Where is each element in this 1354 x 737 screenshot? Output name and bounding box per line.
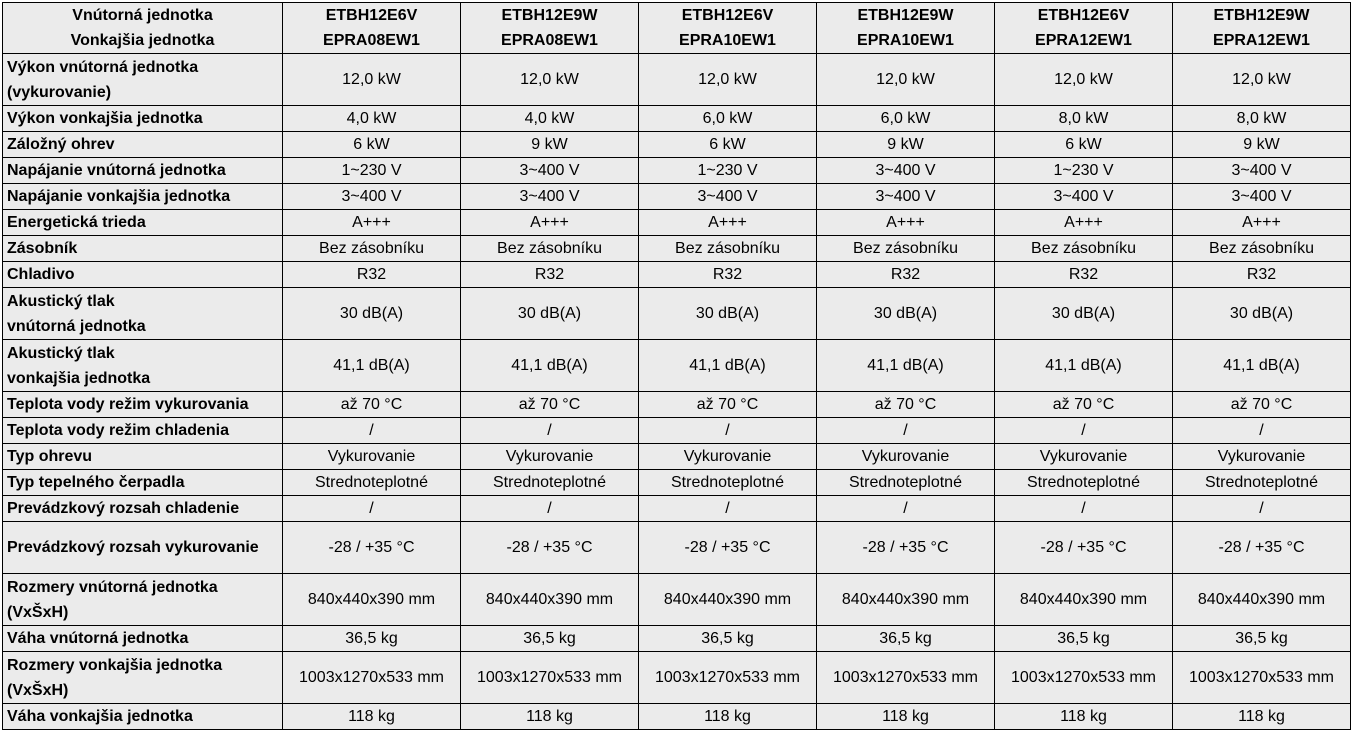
cell-value: 3~400 V xyxy=(461,184,639,210)
table-row xyxy=(3,470,1351,496)
cell-value: 41,1 dB(A) xyxy=(283,340,461,392)
cell-value: 41,1 dB(A) xyxy=(995,340,1173,392)
model-header: ETBH12E9W EPRA08EW1 xyxy=(461,3,639,54)
cell-value: / xyxy=(283,418,461,444)
cell-value: 6 kW xyxy=(639,132,817,158)
row-label: Zásobník xyxy=(3,236,283,262)
row-label: Výkon vonkajšia jednotka xyxy=(3,106,283,132)
row-label: Váha vnútorná jednotka xyxy=(3,626,283,652)
cell-value: 1003x1270x533 mm xyxy=(283,652,461,704)
cell-value: 12,0 kW xyxy=(817,54,995,106)
cell-value: R32 xyxy=(817,262,995,288)
row-label: Prevádzkový rozsah vykurovanie xyxy=(3,522,283,574)
cell-value: R32 xyxy=(461,262,639,288)
cell-value: 41,1 dB(A) xyxy=(461,340,639,392)
cell-value: 3~400 V xyxy=(817,184,995,210)
cell-value: / xyxy=(817,418,995,444)
cell-value: -28 / +35 °C xyxy=(461,522,639,574)
cell-value: 3~400 V xyxy=(1173,184,1351,210)
cell-value: 30 dB(A) xyxy=(639,288,817,340)
row-label: Rozmery vonkajšia jednotka (VxŠxH) xyxy=(3,652,283,704)
row-label: Váha vonkajšia jednotka xyxy=(3,704,283,730)
cell-value: Bez zásobníku xyxy=(461,236,639,262)
cell-value: 8,0 kW xyxy=(995,106,1173,132)
cell-value: Strednoteplotné xyxy=(461,470,639,496)
table-row xyxy=(3,210,1351,236)
cell-value: až 70 °C xyxy=(461,392,639,418)
cell-value: Bez zásobníku xyxy=(1173,236,1351,262)
cell-value: 9 kW xyxy=(817,132,995,158)
cell-value: 9 kW xyxy=(1173,132,1351,158)
cell-value: A+++ xyxy=(995,210,1173,236)
cell-value: 118 kg xyxy=(817,704,995,730)
cell-value: až 70 °C xyxy=(817,392,995,418)
table-row xyxy=(3,106,1351,132)
cell-value: 36,5 kg xyxy=(639,626,817,652)
table-row xyxy=(3,652,1351,704)
cell-value: 3~400 V xyxy=(283,184,461,210)
row-label: Typ tepelného čerpadla xyxy=(3,470,283,496)
cell-value: Vykurovanie xyxy=(995,444,1173,470)
cell-value: 118 kg xyxy=(1173,704,1351,730)
cell-value: 41,1 dB(A) xyxy=(639,340,817,392)
cell-value: Bez zásobníku xyxy=(817,236,995,262)
cell-value: Bez zásobníku xyxy=(995,236,1173,262)
cell-value: A+++ xyxy=(461,210,639,236)
cell-value: / xyxy=(817,496,995,522)
table-row xyxy=(3,340,1351,392)
cell-value: 118 kg xyxy=(995,704,1173,730)
row-label: Napájanie vonkajšia jednotka xyxy=(3,184,283,210)
cell-value: Vykurovanie xyxy=(639,444,817,470)
cell-value: 840x440x390 mm xyxy=(283,574,461,626)
cell-value: 30 dB(A) xyxy=(995,288,1173,340)
row-label: Rozmery vnútorná jednotka (VxŠxH) xyxy=(3,574,283,626)
cell-value: 3~400 V xyxy=(817,158,995,184)
table-row xyxy=(3,392,1351,418)
cell-value: 30 dB(A) xyxy=(283,288,461,340)
header-row xyxy=(3,3,1351,54)
model-header: ETBH12E6V EPRA08EW1 xyxy=(283,3,461,54)
row-label: Teplota vody režim chladenia xyxy=(3,418,283,444)
cell-value: 12,0 kW xyxy=(1173,54,1351,106)
cell-value: 1003x1270x533 mm xyxy=(817,652,995,704)
cell-value: 12,0 kW xyxy=(461,54,639,106)
cell-value: 4,0 kW xyxy=(283,106,461,132)
cell-value: 840x440x390 mm xyxy=(639,574,817,626)
cell-value: R32 xyxy=(1173,262,1351,288)
cell-value: 3~400 V xyxy=(995,184,1173,210)
table-row xyxy=(3,236,1351,262)
table-row xyxy=(3,522,1351,574)
cell-value: Vykurovanie xyxy=(1173,444,1351,470)
cell-value: 6 kW xyxy=(283,132,461,158)
cell-value: 1~230 V xyxy=(995,158,1173,184)
cell-value: 12,0 kW xyxy=(283,54,461,106)
cell-value: 3~400 V xyxy=(1173,158,1351,184)
cell-value: Bez zásobníku xyxy=(639,236,817,262)
cell-value: až 70 °C xyxy=(1173,392,1351,418)
cell-value: R32 xyxy=(639,262,817,288)
cell-value: 9 kW xyxy=(461,132,639,158)
cell-value: 118 kg xyxy=(461,704,639,730)
cell-value: 12,0 kW xyxy=(995,54,1173,106)
cell-value: -28 / +35 °C xyxy=(995,522,1173,574)
row-label: Napájanie vnútorná jednotka xyxy=(3,158,283,184)
cell-value: 6,0 kW xyxy=(817,106,995,132)
row-label: Teplota vody režim vykurovania xyxy=(3,392,283,418)
cell-value: 3~400 V xyxy=(461,158,639,184)
cell-value: -28 / +35 °C xyxy=(639,522,817,574)
cell-value: -28 / +35 °C xyxy=(283,522,461,574)
cell-value: Bez zásobníku xyxy=(283,236,461,262)
cell-value: Strednoteplotné xyxy=(639,470,817,496)
table-row xyxy=(3,444,1351,470)
cell-value: 6,0 kW xyxy=(639,106,817,132)
cell-value: Vykurovanie xyxy=(461,444,639,470)
row-label: Výkon vnútorná jednotka (vykurovanie) xyxy=(3,54,283,106)
cell-value: 8,0 kW xyxy=(1173,106,1351,132)
table-row xyxy=(3,574,1351,626)
cell-value: / xyxy=(1173,496,1351,522)
cell-value: 41,1 dB(A) xyxy=(1173,340,1351,392)
cell-value: A+++ xyxy=(1173,210,1351,236)
table-row xyxy=(3,704,1351,730)
row-label: Akustický tlak vnútorná jednotka xyxy=(3,288,283,340)
row-label: Chladivo xyxy=(3,262,283,288)
cell-value: / xyxy=(461,418,639,444)
cell-value: A+++ xyxy=(817,210,995,236)
cell-value: 840x440x390 mm xyxy=(817,574,995,626)
cell-value: R32 xyxy=(283,262,461,288)
model-header: ETBH12E6V EPRA12EW1 xyxy=(995,3,1173,54)
model-header: ETBH12E6V EPRA10EW1 xyxy=(639,3,817,54)
table-row xyxy=(3,262,1351,288)
cell-value: 36,5 kg xyxy=(995,626,1173,652)
cell-value: Strednoteplotné xyxy=(1173,470,1351,496)
cell-value: 1003x1270x533 mm xyxy=(995,652,1173,704)
cell-value: až 70 °C xyxy=(283,392,461,418)
table-row xyxy=(3,288,1351,340)
row-label: Záložný ohrev xyxy=(3,132,283,158)
cell-value: 840x440x390 mm xyxy=(1173,574,1351,626)
cell-value: / xyxy=(1173,418,1351,444)
cell-value: 118 kg xyxy=(639,704,817,730)
cell-value: 12,0 kW xyxy=(639,54,817,106)
row-label: Energetická trieda xyxy=(3,210,283,236)
cell-value: 840x440x390 mm xyxy=(461,574,639,626)
table-row xyxy=(3,184,1351,210)
cell-value: -28 / +35 °C xyxy=(817,522,995,574)
row-label: Prevádzkový rozsah chladenie xyxy=(3,496,283,522)
cell-value: / xyxy=(995,496,1173,522)
cell-value: / xyxy=(995,418,1173,444)
cell-value: 6 kW xyxy=(995,132,1173,158)
cell-value: 3~400 V xyxy=(639,184,817,210)
cell-value: až 70 °C xyxy=(995,392,1173,418)
table-row xyxy=(3,158,1351,184)
cell-value: A+++ xyxy=(283,210,461,236)
table-row xyxy=(3,418,1351,444)
cell-value: 1~230 V xyxy=(283,158,461,184)
cell-value: 36,5 kg xyxy=(283,626,461,652)
table-row xyxy=(3,496,1351,522)
cell-value: 1003x1270x533 mm xyxy=(639,652,817,704)
cell-value: 30 dB(A) xyxy=(817,288,995,340)
header-label: Vnútorná jednotka Vonkajšia jednotka xyxy=(3,3,283,54)
cell-value: 1003x1270x533 mm xyxy=(461,652,639,704)
cell-value: 30 dB(A) xyxy=(461,288,639,340)
model-header: ETBH12E9W EPRA10EW1 xyxy=(817,3,995,54)
row-label: Akustický tlak vonkajšia jednotka xyxy=(3,340,283,392)
cell-value: / xyxy=(639,418,817,444)
cell-value: / xyxy=(283,496,461,522)
cell-value: Vykurovanie xyxy=(283,444,461,470)
cell-value: 1003x1270x533 mm xyxy=(1173,652,1351,704)
cell-value: Strednoteplotné xyxy=(283,470,461,496)
spec-table xyxy=(2,2,1351,730)
cell-value: Vykurovanie xyxy=(817,444,995,470)
cell-value: 30 dB(A) xyxy=(1173,288,1351,340)
cell-value: Strednoteplotné xyxy=(995,470,1173,496)
table-row xyxy=(3,626,1351,652)
cell-value: 840x440x390 mm xyxy=(995,574,1173,626)
cell-value: 36,5 kg xyxy=(817,626,995,652)
cell-value: A+++ xyxy=(639,210,817,236)
row-label: Typ ohrevu xyxy=(3,444,283,470)
table-row xyxy=(3,54,1351,106)
cell-value: R32 xyxy=(995,262,1173,288)
cell-value: 118 kg xyxy=(283,704,461,730)
table-row xyxy=(3,132,1351,158)
cell-value: -28 / +35 °C xyxy=(1173,522,1351,574)
cell-value: až 70 °C xyxy=(639,392,817,418)
cell-value: 36,5 kg xyxy=(1173,626,1351,652)
cell-value: / xyxy=(461,496,639,522)
cell-value: 1~230 V xyxy=(639,158,817,184)
model-header: ETBH12E9W EPRA12EW1 xyxy=(1173,3,1351,54)
cell-value: 36,5 kg xyxy=(461,626,639,652)
cell-value: 4,0 kW xyxy=(461,106,639,132)
cell-value: 41,1 dB(A) xyxy=(817,340,995,392)
cell-value: Strednoteplotné xyxy=(817,470,995,496)
cell-value: / xyxy=(639,496,817,522)
